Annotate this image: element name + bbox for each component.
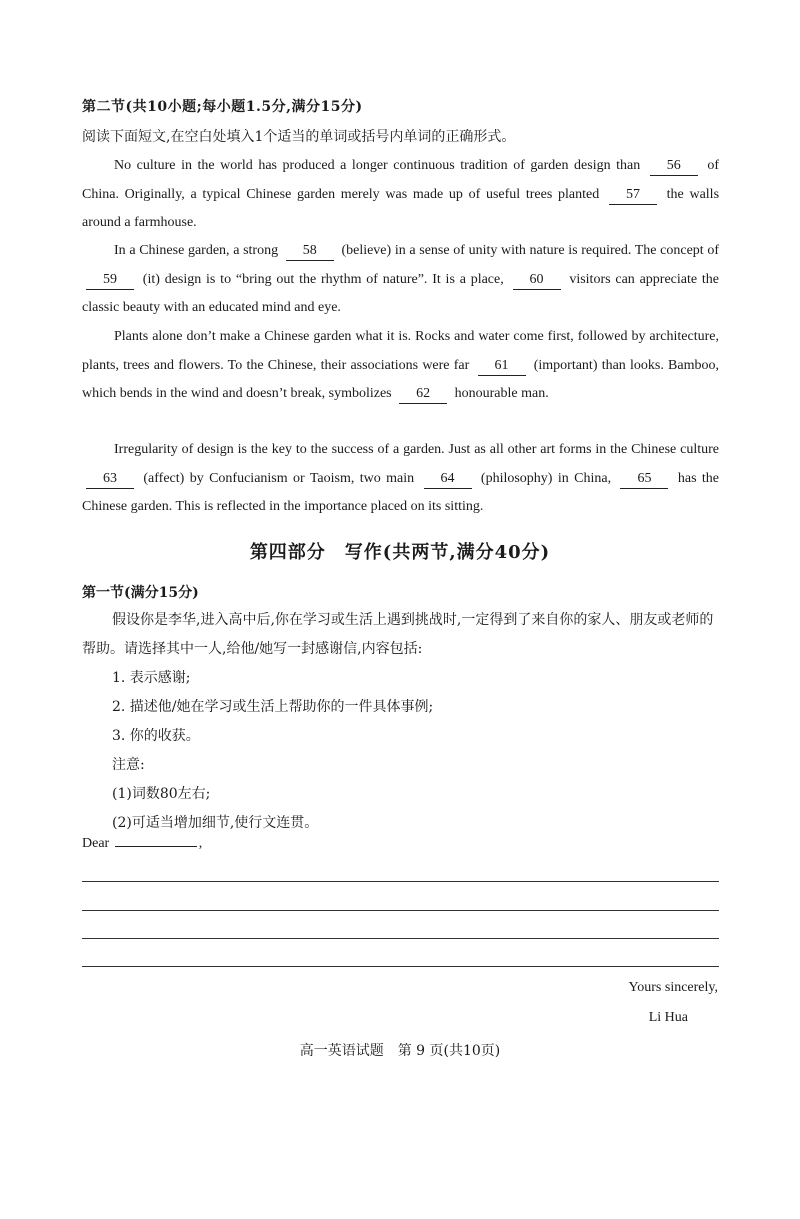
blank-64[interactable]: 64 [424, 470, 472, 489]
letter-signature: Li Hua [648, 1010, 688, 1025]
writing-line[interactable] [82, 938, 719, 939]
writing-prompt: 假设你是李华,进入高中后,你在学习或生活上遇到挑战时,一定得到了来自你的家人、朋友或老师的帮助。请选择其中一人,给他/她写一封感谢信,内容包括: [82, 612, 714, 657]
passage-paragraph-2 [82, 237, 719, 323]
blank-56[interactable]: 56 [650, 157, 698, 176]
writing-line[interactable] [82, 881, 719, 882]
passage-paragraph-1 [82, 152, 719, 238]
writing-line[interactable] [82, 966, 719, 967]
passage-text: In a Chinese garden, a strong [114, 243, 279, 258]
passage-text: Plants alone don’t make a Chinese garden what it is. Rocks and water come first, followed by architecture, plants, trees and flowers. To the Chinese, their associations were far [82, 329, 719, 373]
section2-title: 第二节(共10小题;每小题1.5分,满分15分) [82, 99, 363, 115]
passage-text: (philosophy) in China, [480, 470, 612, 486]
writing-line[interactable] [82, 910, 719, 911]
passage-paragraph-3 [82, 323, 719, 409]
passage-text: (it) design is to “bring out the rhythm of nature”. It is a place, [142, 271, 504, 287]
note-1: (1)词数80左右; [112, 786, 211, 802]
passage-text: of China. Originally, a typical Chinese garden merely was made up of useful trees planted [82, 158, 720, 202]
passage-text: has the Chinese garden. This is reflected in the importance placed on its sitting. [82, 470, 720, 514]
writing-item-1: 1. 表示感谢; [112, 670, 191, 686]
writing-item-3: 3. 你的收获。 [112, 728, 200, 744]
writing-item-2: 2. 描述他/她在学习或生活上帮助你的一件具体事例; [112, 699, 434, 715]
letter-closing: Yours sincerely, [628, 980, 718, 995]
note-2: (2)可适当增加细节,使行文连贯。 [112, 815, 319, 831]
section2-instruction: 阅读下面短文,在空白处填入1个适当的单词或括号内单词的正确形式。 [82, 129, 516, 145]
recipient-blank[interactable] [115, 846, 197, 847]
dear-comma: , [198, 836, 203, 851]
passage-text: the walls around a farmhouse. [82, 186, 720, 230]
blank-57[interactable]: 57 [609, 186, 657, 205]
writing-section1-title: 第一节(满分15分) [82, 585, 199, 601]
passage-paragraph-4 [82, 436, 719, 522]
dear-label: Dear [82, 836, 110, 851]
passage-text: (important) than looks. Bamboo, which bends in the wind and doesn’t break, symbolizes [82, 357, 719, 401]
blank-59[interactable]: 59 [86, 271, 134, 290]
passage-text: (affect) by Confucianism or Taoism, two main [143, 470, 415, 486]
blank-60[interactable]: 60 [513, 271, 561, 290]
blank-58[interactable]: 58 [286, 242, 334, 261]
page-footer: 高一英语试题 第 9 页(共10页) [299, 1043, 501, 1059]
part4-title: 第四部分 写作(共两节,满分40分) [249, 542, 551, 563]
letter-salutation [82, 836, 202, 852]
passage-text: No culture in the world has produced a longer continuous tradition of garden design than [114, 158, 641, 173]
passage-text: honourable man. [454, 386, 549, 401]
blank-65[interactable]: 65 [620, 470, 668, 489]
passage-text: visitors can appreciate the classic beauty with an educated mind and eye. [82, 271, 719, 315]
blank-63[interactable]: 63 [86, 470, 134, 489]
passage-text: (believe) in a sense of unity with nature is required. The concept of [341, 243, 720, 258]
passage-text: Irregularity of design is the key to the success of a garden. Just as all other art forms in the Chinese culture [114, 442, 719, 457]
writing-task [82, 606, 722, 838]
blank-61[interactable]: 61 [478, 357, 526, 376]
blank-62[interactable]: 62 [399, 385, 447, 404]
note-label: 注意: [112, 757, 145, 773]
